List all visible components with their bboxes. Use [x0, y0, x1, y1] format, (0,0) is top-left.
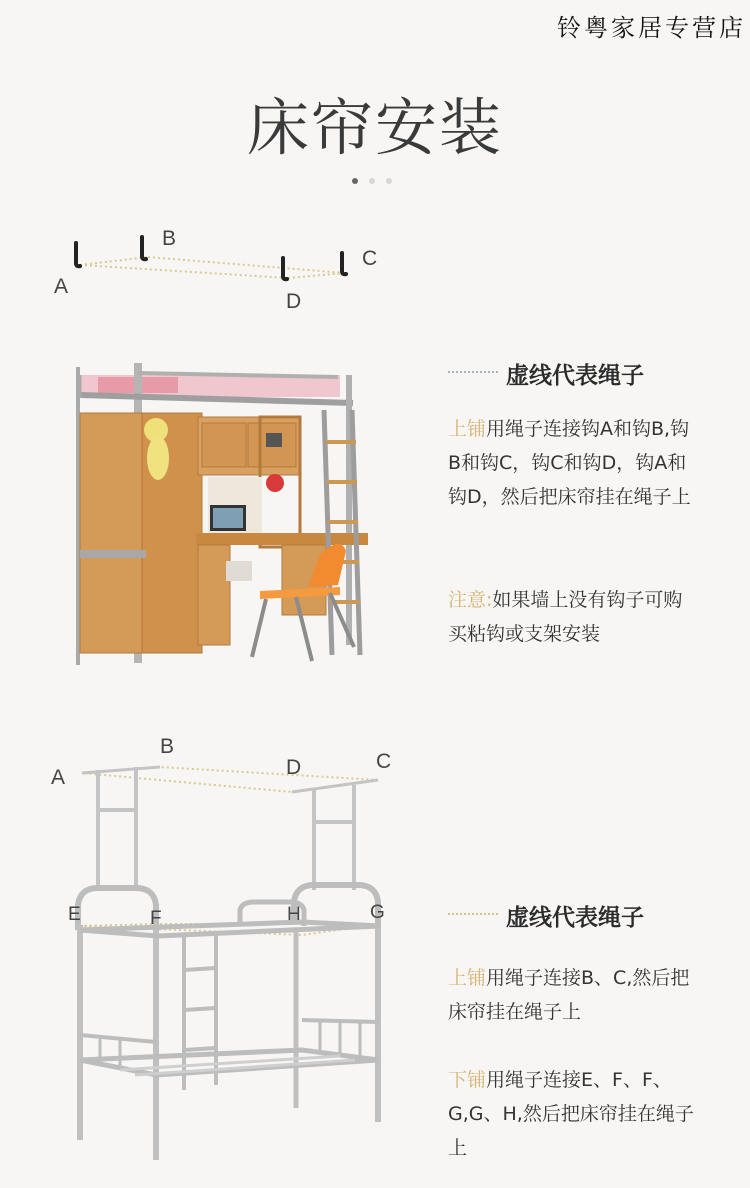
section1-para1-text: 用绳子连接钩A和钩B,钩B和钩C，钩C和钩D，钩A和钩D，然后把床帘挂在绳子上 — [448, 418, 691, 508]
section1-heading: 虚线代表绳子 — [506, 363, 644, 389]
loft-bed-image — [68, 355, 368, 665]
section1-para2-text: 如果墙上没有钩子可购买粘钩或支架安装 — [448, 589, 683, 645]
frame-label-a: A — [51, 766, 66, 789]
pager-dot-2[interactable] — [369, 178, 375, 184]
frame-label-c: C — [376, 750, 392, 773]
page-title: 床帘安装 — [246, 91, 503, 164]
hook-d-icon — [283, 258, 287, 279]
hook-label-d: D — [286, 290, 302, 313]
frame-label-d: D — [286, 756, 302, 779]
section2-para1-text: 用绳子连接B、C,然后把床帘挂在绳子上 — [448, 967, 690, 1023]
hook-c-icon — [342, 253, 346, 274]
hook-label-a: A — [54, 275, 69, 298]
section2-para1-highlight: 上铺 — [448, 967, 487, 989]
frame-label-e: E — [68, 904, 81, 925]
section1-para2 — [448, 583, 698, 651]
pager-dots — [352, 169, 403, 188]
hooks-diagram — [40, 220, 400, 320]
section2-para2-highlight: 下铺 — [448, 1069, 487, 1091]
frame-label-g: G — [370, 902, 385, 923]
pager-dot-3[interactable] — [386, 178, 392, 184]
rope-legend-line — [448, 371, 498, 373]
frame-label-b: B — [160, 735, 175, 758]
bunk-bed-diagram — [40, 730, 400, 1170]
section2-heading: 虚线代表绳子 — [506, 905, 644, 931]
store-name: 铃粤家居专营店 — [557, 14, 746, 42]
hook-label-b: B — [162, 227, 177, 250]
frame-label-h: H — [287, 904, 301, 925]
section2-para2 — [448, 1063, 698, 1165]
hook-b-icon — [142, 237, 146, 259]
section1-para1 — [448, 412, 698, 514]
hook-a-icon — [76, 243, 80, 266]
hook-label-c: C — [362, 247, 378, 270]
section2-para2-text: 用绳子连接E、F、F、G,G、H,然后把床帘挂在绳子上 — [448, 1069, 694, 1159]
section1-para2-highlight: 注意: — [448, 589, 493, 611]
pager-dot-1[interactable] — [352, 178, 358, 184]
section1-para1-highlight: 上铺 — [448, 418, 487, 440]
section2-para1 — [448, 961, 698, 1029]
rope-legend-line-2 — [448, 913, 498, 915]
frame-label-f: F — [150, 908, 162, 929]
